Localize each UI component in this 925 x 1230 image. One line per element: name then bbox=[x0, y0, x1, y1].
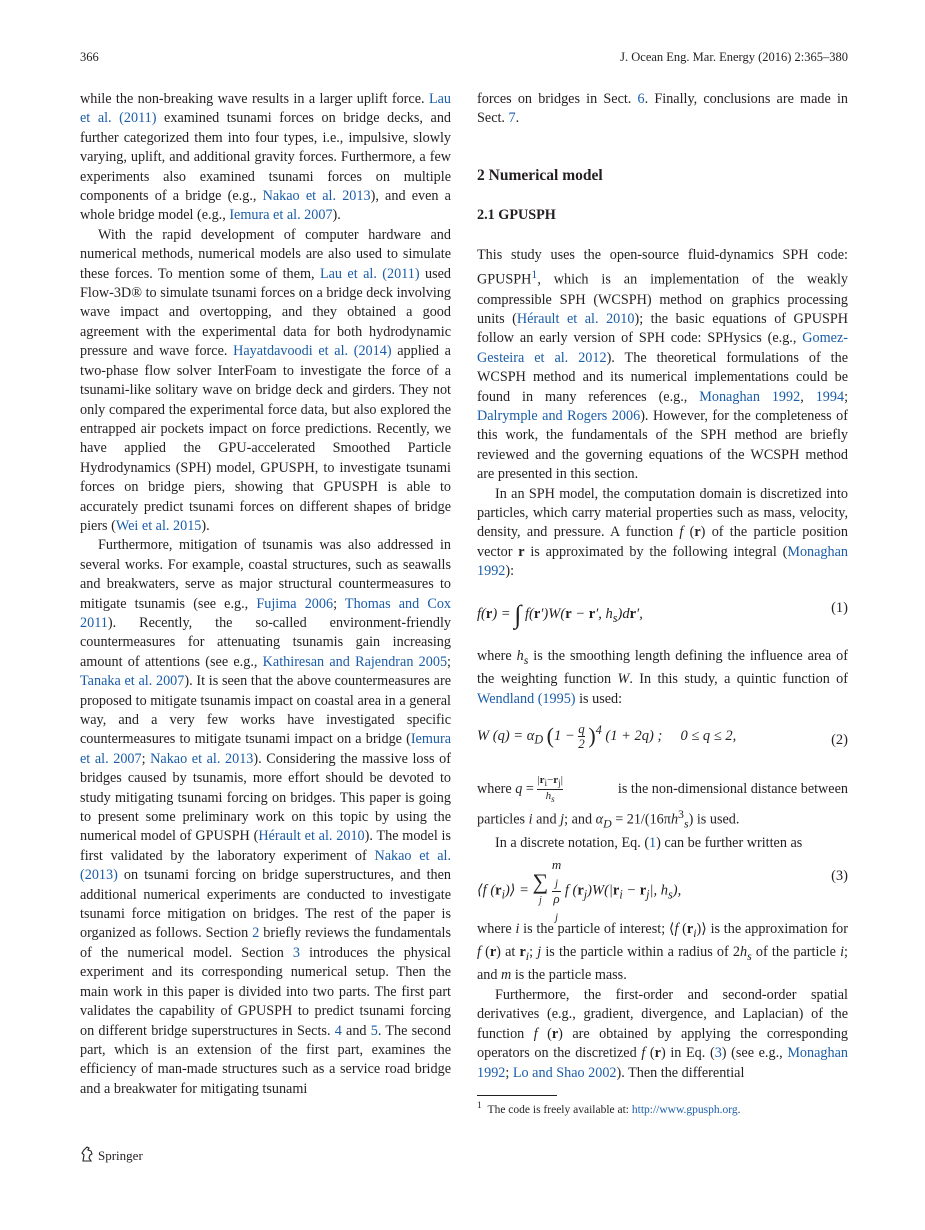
equation-number: (2) bbox=[831, 732, 848, 748]
paragraph bbox=[80, 226, 451, 537]
citation-link[interactable]: 6 bbox=[637, 91, 645, 107]
text-run: i bbox=[515, 921, 520, 937]
text-run: ) at bbox=[496, 944, 520, 961]
text-run: ) in Eq. ( bbox=[660, 1045, 715, 1062]
text-run: r bbox=[518, 543, 525, 560]
citation-link[interactable]: 2 bbox=[252, 925, 260, 942]
text-run: . In this study, a quintic function of bbox=[629, 671, 848, 688]
text-run: ( bbox=[645, 1045, 655, 1062]
citation-link[interactable]: Nakao et al. (2013) bbox=[80, 847, 451, 884]
paragraph bbox=[477, 485, 848, 582]
text-run: h bbox=[516, 648, 524, 664]
page-number: 366 bbox=[80, 50, 99, 64]
citation-link[interactable]: Nakao et al. 2013 bbox=[262, 188, 371, 205]
text-run: ). bbox=[332, 207, 341, 224]
text-run: f bbox=[641, 1045, 646, 1062]
citation-link[interactable]: Wendland (1995) bbox=[477, 690, 576, 707]
text-run: i bbox=[528, 812, 533, 829]
text-run: D bbox=[603, 816, 612, 831]
footnote-end: . bbox=[737, 1103, 741, 1116]
text-run: f bbox=[674, 921, 679, 937]
equation-2: W $(q) = \alpha_D$ (1 − $\frac{q}{2}$ )$^4$ (1 + 2q) ; 0 ≤ q ≤ 2, (2) bbox=[477, 721, 848, 751]
text-run: , bbox=[800, 388, 816, 405]
text-run: ). Recently, the so-called environment-friendly countermeasures for attenuating tsunamis gain increasing amount of attentions (see e.g., bbox=[80, 614, 451, 670]
text-run: ; and bbox=[564, 812, 596, 829]
text-run: 3 bbox=[678, 807, 684, 822]
text-run: briefly reviews the fundamentals of the numerical model. Section bbox=[80, 925, 451, 961]
text-run: ; bbox=[447, 653, 451, 670]
text-run: ) are obtained by applying the corresponding operators on the discretized bbox=[477, 1025, 848, 1062]
q-definition-text: is the non-dimensional distance between bbox=[617, 780, 848, 797]
citation-link[interactable]: Iemura et al. 2007 bbox=[229, 207, 333, 224]
citation-link[interactable]: Lo and Shao 2002 bbox=[512, 1064, 617, 1081]
text-run: r bbox=[686, 921, 694, 937]
text-run: ). The model is first validated by the laboratory experiment of bbox=[80, 828, 452, 864]
text-run: Furthermore, the first-order and second-order spatial derivatives (e.g., gradient, divergence, and Laplacian) of the function bbox=[477, 986, 848, 1042]
citation-link[interactable]: Monaghan 1992 bbox=[477, 543, 849, 580]
text-run: j bbox=[537, 944, 542, 961]
footnote-mark: 1 bbox=[477, 1100, 482, 1111]
text-run: )⟩ is the approximation for bbox=[696, 921, 848, 937]
text-run: ). Considering the massive loss of bridges caused by tsunamis, more effort should be devoted to study mitigating tsunami forcing on bridges. This paper is going to present some preliminary work on this topic by using the numerical model of GPUSPH ( bbox=[80, 750, 451, 845]
equation-number: (1) bbox=[831, 600, 848, 616]
citation-link[interactable]: Wei et al. 2015 bbox=[115, 517, 202, 534]
text-run: ( bbox=[683, 524, 695, 541]
footnote bbox=[477, 1100, 741, 1116]
text-run: r bbox=[654, 1045, 661, 1062]
citation-link[interactable]: Monaghan 1992 bbox=[477, 1045, 848, 1081]
text-run: h bbox=[670, 812, 679, 829]
text-run: i bbox=[840, 944, 845, 961]
text-run: r bbox=[519, 944, 526, 961]
footnote-url-link[interactable]: http://www.gpusph.org bbox=[631, 1103, 738, 1116]
paragraph bbox=[477, 90, 848, 129]
text-run: . bbox=[515, 110, 520, 127]
journal-citation: J. Ocean Eng. Mar. Energy (2016) 2:365–380 bbox=[620, 50, 848, 64]
text-run: ) (see e.g., bbox=[721, 1045, 788, 1062]
publisher-name: Springer bbox=[98, 1148, 143, 1163]
paragraph bbox=[477, 920, 848, 986]
text-run: r bbox=[551, 1025, 559, 1042]
text-run: on tsunami forcing on bridge superstructures, and then additional numerical experiments are conducted to investigate tsunami force mitigation on bridges. The rest of the paper is organized as follows. Section bbox=[80, 867, 451, 942]
text-run: ). bbox=[201, 517, 210, 534]
text-run: is the smoothing length defining the influence area of the weighting function bbox=[477, 648, 848, 688]
right-column-body-2 bbox=[477, 647, 848, 709]
text-run: r bbox=[694, 524, 701, 541]
text-run: examined tsunami forces on bridge decks, and further categorized them into four types, i.e., impulsive, slowly varying, uplift, and additional gravity forces. Furthermore, a few experiments also examined tsunami forces on multiple components of a bridge (e.g., bbox=[80, 110, 452, 205]
citation-link[interactable]: Hérault et al. 2010 bbox=[516, 310, 635, 327]
right-column-body-3 bbox=[477, 774, 848, 854]
publisher-footer bbox=[80, 1146, 143, 1166]
citation-link[interactable]: 4 bbox=[334, 1022, 342, 1039]
text-run: Furthermore, mitigation of tsunamis was also addressed in several works. For example, coastal structures, such as seawalls and breakwaters, serve as major structural countermeasures to mitigate tsunamis (see e.g., bbox=[80, 537, 451, 612]
text-run: ; bbox=[505, 1064, 513, 1081]
text-run: s bbox=[747, 949, 752, 964]
right-column-body-4 bbox=[477, 920, 848, 1083]
text-run: i bbox=[525, 949, 530, 964]
q-definition: where q = $\frac{|r_i-r_j|}{h_s}$ bbox=[477, 774, 563, 805]
text-run: where bbox=[477, 648, 517, 664]
equation-1: f(r) = ∫ f(r′)W(r − r′, $h_s)dr'$, (1) bbox=[477, 600, 848, 629]
citation-link[interactable]: Lau et al. (2011) bbox=[319, 265, 420, 282]
equation-3: ⟨f $(r_i)⟩$ = ∑ j m $_j$ ρ $_j$ f $(r_j)W(|r_i - r_j|$, $h_s$), (3) bbox=[477, 857, 848, 924]
citation-link[interactable]: 1 bbox=[531, 267, 538, 282]
text-run: ) can be further written as bbox=[656, 835, 803, 852]
text-run: j bbox=[560, 812, 565, 829]
text-run: ). However, for the completeness of this work, the fundamentals of the SPH method are briefly reviewed and the governing equations of the WCSPH method are presented in this section. bbox=[477, 407, 848, 483]
text-run: ; bbox=[333, 595, 345, 612]
text-run: ), and even a whole bridge model (e.g., bbox=[80, 188, 451, 224]
text-run: s bbox=[523, 652, 529, 667]
citation-link[interactable]: 3 bbox=[292, 944, 300, 961]
springer-horse-icon bbox=[80, 1146, 94, 1166]
text-run: where bbox=[477, 921, 516, 937]
citation-link[interactable]: Hayatdavoodi et al. (2014) bbox=[233, 343, 392, 360]
text-run: is used: bbox=[575, 690, 623, 707]
footnote-text: The code is freely available at: bbox=[487, 1103, 632, 1116]
text-run: is the particle of interest; ⟨ bbox=[519, 921, 675, 937]
text-run: while the non-breaking wave results in a larger uplift force. bbox=[80, 91, 429, 107]
citation-link[interactable]: Monaghan 1992 bbox=[699, 388, 801, 405]
text-run: is the particle within a radius of 2 bbox=[541, 944, 741, 961]
text-run: ; and bbox=[477, 944, 848, 984]
right-column-intro bbox=[477, 90, 848, 129]
text-run: , which is an implementation of the weakly compressible SPH (WCSPH) method on graphics processing units ( bbox=[477, 272, 848, 327]
text-run: and bbox=[532, 812, 561, 829]
text-run: ). It is seen that the above countermeasures are proposed to mitigate tsunamis impact on coastal area in a general way, and a very few works have investigated specific countermeasures to mitigate tsunami impact on a bridge ( bbox=[80, 673, 452, 748]
right-column-body bbox=[477, 246, 848, 582]
text-run: = 21/(16π bbox=[611, 812, 671, 829]
text-run: α bbox=[595, 812, 604, 829]
text-run: particles bbox=[477, 812, 529, 829]
footnote-rule bbox=[477, 1095, 557, 1096]
paragraph bbox=[477, 647, 848, 709]
text-run: W bbox=[617, 671, 630, 688]
citation-link[interactable]: Dalrymple and Rogers 2006 bbox=[477, 407, 641, 424]
paragraph bbox=[80, 90, 451, 226]
text-run: of the particle bbox=[751, 944, 841, 961]
citation-link[interactable]: Thomas and Cox 2011 bbox=[80, 595, 452, 631]
text-run: ) is used. bbox=[688, 812, 740, 829]
citation-link[interactable]: 3 bbox=[714, 1045, 722, 1062]
text-run: ) of the particle position vector bbox=[477, 524, 848, 560]
text-run: and bbox=[341, 1022, 371, 1039]
text-run: ; bbox=[844, 388, 849, 405]
text-run: . The second part, which is an extension of the first part, examines the efficiency of man-made structures such as a service road bridge and a breakwater for mitigating tsunami bbox=[80, 1022, 451, 1097]
citation-link[interactable]: Nakao et al. 2013 bbox=[150, 750, 254, 767]
citation-link[interactable]: Fujima 2006 bbox=[256, 595, 334, 612]
paragraph bbox=[477, 805, 848, 834]
text-run: This study uses the open-source fluid-dynamics SPH code: GPUSPH bbox=[477, 247, 848, 289]
text-run: applied a two-phase flow solver InterFoam to investigate the force of a tsunami-like solitary wave on bridge deck and girders. They not only compared the experimental force data, but also explored the entrapped air pockets impact on force predictions. Recently, we have applied the GPU-accelerated Smoothed Particle Hydrodynamics (SPH) model, GPUSPH, to investigate tsunami forces on bridge piers, showing that GPUSPH is able to accurately predict tsunami forces on different shapes of bridge piers ( bbox=[80, 343, 451, 534]
paragraph bbox=[80, 536, 451, 1099]
citation-link[interactable]: 7 bbox=[508, 110, 516, 127]
text-run: With the rapid development of computer hardware and numerical methods, numerical models are also used to simulate these forces. To mention some of them, bbox=[80, 226, 451, 282]
citation-link[interactable]: Lau et al. (2011) bbox=[80, 91, 451, 127]
text-run: r bbox=[489, 944, 497, 961]
citation-link[interactable]: Gomez-Gesteira et al. 2012 bbox=[477, 330, 848, 366]
text-run: In a discrete notation, Eq. ( bbox=[495, 835, 650, 852]
text-run: ; bbox=[141, 750, 151, 767]
text-run: is approximated by the following integral ( bbox=[524, 543, 788, 560]
text-run: used Flow-3D® to simulate tsunami forces on a bridge deck involving wave impact and overtopping, and they obtained a good agreement with the experimental data for both hydrodynamic pressure and wave force. bbox=[80, 265, 451, 360]
text-run: ). The theoretical formulations of the WCSPH method and its numerical implementations could be found in many references (e.g., bbox=[477, 349, 849, 405]
text-run: h bbox=[740, 944, 748, 961]
text-run: m bbox=[501, 967, 512, 984]
subsection-heading: 2.1 GPUSPH bbox=[477, 207, 556, 223]
text-run: is the particle mass. bbox=[511, 967, 627, 984]
left-column bbox=[80, 90, 451, 1099]
text-run: ; bbox=[529, 944, 538, 961]
citation-link[interactable]: Tanaka et al. 2007 bbox=[80, 673, 185, 690]
section-heading: 2 Numerical model bbox=[477, 167, 603, 184]
text-run: ); the basic equations of GPUSPH follow an early version of SPH code: SPHysics (e.g., bbox=[477, 310, 848, 347]
text-run: i bbox=[693, 925, 697, 940]
citation-link[interactable]: Hérault et al. 2010 bbox=[258, 828, 365, 845]
text-run: . Finally, conclusions are made in Sect. bbox=[477, 91, 848, 127]
text-run: f bbox=[679, 524, 684, 541]
text-run: introduces the physical experiment and its corresponding numerical setup. Then the main work in this paper is divided into two parts. The first part validates the capability of GPUSPH to predict tsunami forcing on different bridge superstructures in Sects. bbox=[80, 944, 451, 1039]
text-run: ( bbox=[678, 921, 687, 937]
text-run: ): bbox=[505, 563, 515, 580]
paragraph bbox=[477, 246, 848, 485]
text-run: In an SPH model, the computation domain is discretized into particles, which carry material properties such as mass, velocity, density, and pressure. A function bbox=[477, 485, 848, 541]
citation-link[interactable]: 1994 bbox=[815, 388, 845, 405]
text-run: ( bbox=[480, 944, 490, 961]
paragraph bbox=[477, 986, 848, 1083]
citation-link[interactable]: 1 bbox=[649, 835, 657, 852]
citation-link[interactable]: Iemura et al. 2007 bbox=[80, 731, 451, 767]
equation-number: (3) bbox=[831, 868, 848, 884]
citation-link[interactable]: Kathiresan and Rajendran 2005 bbox=[262, 653, 448, 670]
text-run: ( bbox=[537, 1025, 552, 1042]
paragraph bbox=[477, 834, 848, 853]
citation-link[interactable]: 5 bbox=[370, 1022, 378, 1039]
text-run: ). Then the differential bbox=[616, 1064, 745, 1081]
text-run: forces on bridges in Sect. bbox=[477, 91, 638, 107]
text-run: f bbox=[533, 1025, 538, 1042]
text-run: f bbox=[477, 944, 481, 961]
text-run: s bbox=[683, 816, 689, 831]
